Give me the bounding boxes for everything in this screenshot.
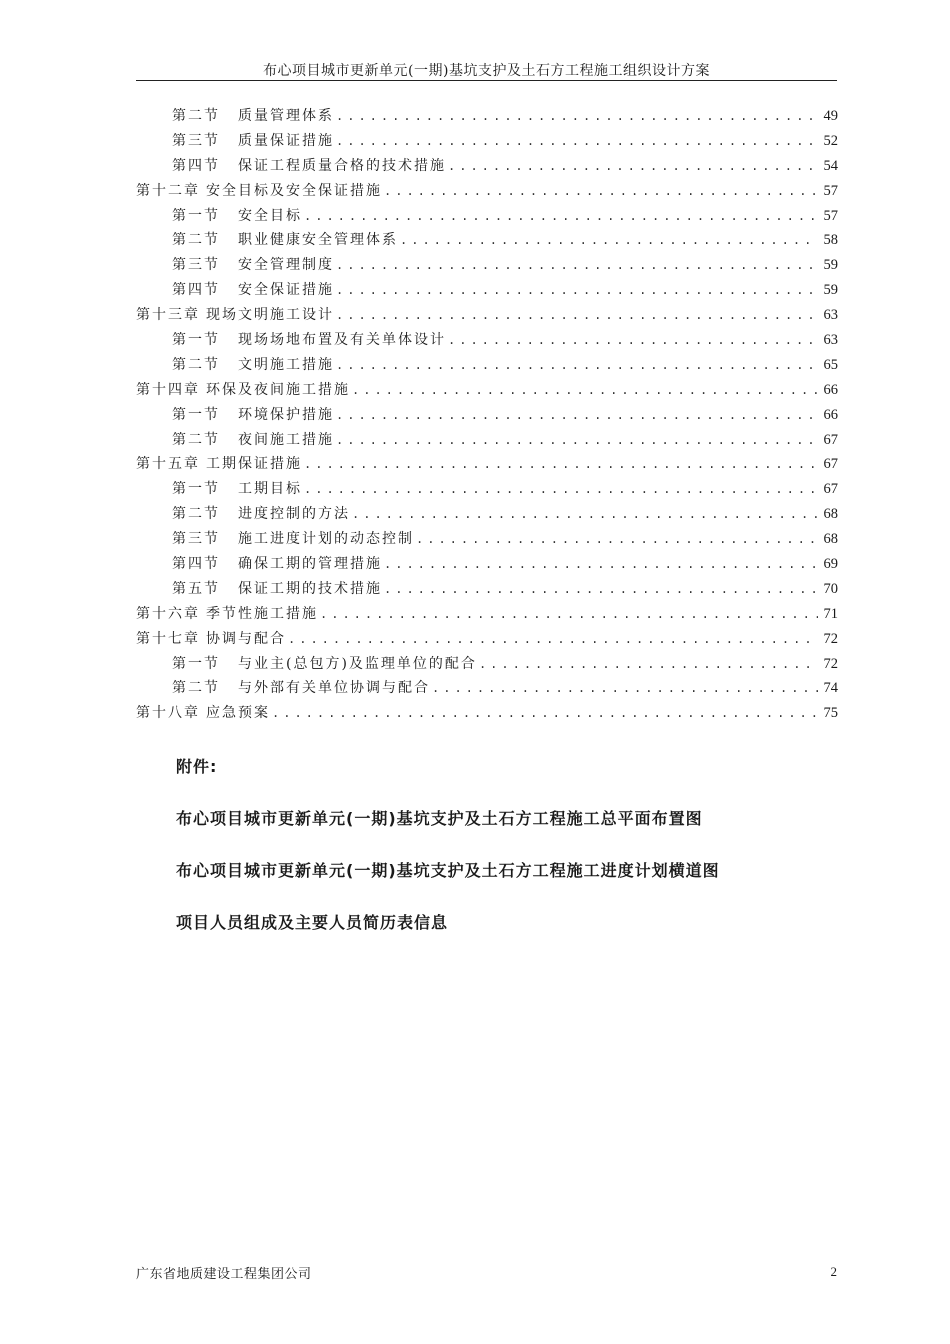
toc-section-entry[interactable] bbox=[136, 528, 838, 553]
toc-section-entry[interactable] bbox=[136, 205, 838, 230]
toc-entry-number: 第四节 bbox=[172, 157, 220, 174]
toc-chapter-entry[interactable] bbox=[136, 180, 838, 205]
toc-entry-title: 保证工程质量合格的技术措施 bbox=[238, 157, 446, 174]
toc-section-entry[interactable] bbox=[136, 653, 838, 678]
toc-section-entry[interactable] bbox=[136, 329, 838, 354]
toc-dot-leader bbox=[416, 532, 818, 546]
toc-entry-number: 第三节 bbox=[172, 531, 220, 548]
toc-entry-title: 安全目标及安全保证措施 bbox=[206, 182, 382, 199]
toc-entry-number: 第一节 bbox=[172, 655, 220, 672]
toc-entry-page: 72 bbox=[823, 655, 838, 672]
toc-entry-number: 第二节 bbox=[172, 680, 220, 697]
toc-dot-leader bbox=[336, 358, 818, 372]
toc-entry-number: 第五节 bbox=[172, 580, 220, 597]
toc-entry-page: 58 bbox=[823, 232, 838, 249]
toc-entry-number: 第十三章 bbox=[136, 307, 200, 324]
toc-entry-page: 67 bbox=[823, 481, 838, 498]
toc-section-entry[interactable] bbox=[136, 130, 838, 155]
toc-entry-page: 68 bbox=[823, 531, 838, 548]
toc-dot-leader bbox=[304, 482, 818, 496]
toc-entry-page: 59 bbox=[823, 257, 838, 274]
toc-entry-title: 安全目标 bbox=[238, 207, 302, 224]
toc-section-entry[interactable] bbox=[136, 155, 838, 180]
toc-dot-leader bbox=[272, 706, 818, 720]
toc-section-entry[interactable] bbox=[136, 578, 838, 603]
toc-section-entry[interactable] bbox=[136, 105, 838, 130]
toc-section-entry[interactable] bbox=[136, 429, 838, 454]
toc-entry-title: 与业主(总包方)及监理单位的配合 bbox=[238, 655, 477, 672]
toc-dot-leader bbox=[336, 408, 818, 422]
annex-section bbox=[176, 754, 836, 962]
toc-section-entry[interactable] bbox=[136, 254, 838, 279]
toc-dot-leader bbox=[320, 607, 818, 621]
toc-dot-leader bbox=[352, 507, 818, 521]
table-of-contents bbox=[136, 105, 838, 727]
toc-entry-page: 75 bbox=[823, 705, 838, 722]
toc-section-entry[interactable] bbox=[136, 404, 838, 429]
toc-entry-title: 工期目标 bbox=[238, 481, 302, 498]
toc-section-entry[interactable] bbox=[136, 677, 838, 702]
toc-entry-title: 与外部有关单位协调与配合 bbox=[238, 680, 430, 697]
toc-entry-title: 现场场地布置及有关单体设计 bbox=[238, 332, 446, 349]
toc-entry-page: 70 bbox=[823, 580, 838, 597]
toc-entry-page: 67 bbox=[823, 431, 838, 448]
toc-entry-title: 安全保证措施 bbox=[238, 282, 334, 299]
toc-entry-page: 66 bbox=[823, 406, 838, 423]
toc-section-entry[interactable] bbox=[136, 503, 838, 528]
toc-entry-page: 63 bbox=[823, 307, 838, 324]
toc-entry-number: 第一节 bbox=[172, 406, 220, 423]
toc-entry-number: 第十七章 bbox=[136, 630, 200, 647]
toc-entry-page: 52 bbox=[823, 132, 838, 149]
toc-entry-number: 第十六章 bbox=[136, 605, 200, 622]
toc-entry-number: 第二节 bbox=[172, 506, 220, 523]
toc-entry-title: 安全管理制度 bbox=[238, 257, 334, 274]
toc-entry-title: 季节性施工措施 bbox=[206, 605, 318, 622]
toc-entry-title: 职业健康安全管理体系 bbox=[238, 232, 398, 249]
toc-entry-number: 第三节 bbox=[172, 257, 220, 274]
toc-entry-title: 施工进度计划的动态控制 bbox=[238, 531, 414, 548]
toc-chapter-entry[interactable] bbox=[136, 379, 838, 404]
toc-section-entry[interactable] bbox=[136, 279, 838, 304]
toc-entry-number: 第二节 bbox=[172, 356, 220, 373]
toc-entry-page: 59 bbox=[823, 282, 838, 299]
annex-heading: 附件: bbox=[176, 757, 218, 776]
toc-entry-number: 第一节 bbox=[172, 332, 220, 349]
toc-dot-leader bbox=[304, 209, 818, 223]
toc-entry-number: 第四节 bbox=[172, 282, 220, 299]
toc-chapter-entry[interactable] bbox=[136, 453, 838, 478]
toc-entry-page: 69 bbox=[823, 556, 838, 573]
toc-entry-title: 环境保护措施 bbox=[238, 406, 334, 423]
toc-entry-number: 第一节 bbox=[172, 207, 220, 224]
toc-entry-number: 第十八章 bbox=[136, 705, 200, 722]
toc-dot-leader bbox=[384, 557, 818, 571]
toc-dot-leader bbox=[384, 582, 818, 596]
toc-entry-title: 质量保证措施 bbox=[238, 132, 334, 149]
toc-section-entry[interactable] bbox=[136, 478, 838, 503]
toc-entry-title: 环保及夜间施工措施 bbox=[206, 381, 350, 398]
toc-entry-page: 66 bbox=[823, 381, 838, 398]
toc-section-entry[interactable] bbox=[136, 553, 838, 578]
toc-entry-page: 49 bbox=[823, 108, 838, 124]
toc-entry-title: 协调与配合 bbox=[206, 630, 286, 647]
toc-dot-leader bbox=[400, 233, 818, 247]
toc-section-entry[interactable] bbox=[136, 354, 838, 379]
toc-dot-leader bbox=[336, 433, 818, 447]
toc-entry-page: 57 bbox=[823, 207, 838, 224]
toc-entry-title: 夜间施工措施 bbox=[238, 431, 334, 448]
toc-chapter-entry[interactable] bbox=[136, 304, 838, 329]
footer-company: 广东省地质建设工程集团公司 bbox=[136, 1267, 312, 1282]
toc-dot-leader bbox=[479, 657, 818, 671]
toc-entry-page: 57 bbox=[823, 182, 838, 199]
toc-chapter-entry[interactable] bbox=[136, 628, 838, 653]
header-divider bbox=[136, 80, 837, 81]
toc-entry-number: 第四节 bbox=[172, 556, 220, 573]
toc-dot-leader bbox=[432, 681, 818, 695]
toc-entry-title: 现场文明施工设计 bbox=[206, 307, 334, 324]
toc-entry-title: 质量管理体系 bbox=[238, 108, 334, 124]
toc-dot-leader bbox=[448, 333, 818, 347]
toc-dot-leader bbox=[384, 184, 818, 198]
annex-item: 项目人员组成及主要人员简历表信息 bbox=[176, 913, 449, 932]
toc-entry-number: 第十五章 bbox=[136, 456, 200, 473]
page-header-title: 布心项目城市更新单元(一期)基坑支护及土石方工程施工组织设计方案 bbox=[263, 63, 710, 79]
annex-item: 布心项目城市更新单元(一期)基坑支护及土石方工程施工进度计划横道图 bbox=[176, 861, 720, 880]
toc-entry-page: 72 bbox=[823, 630, 838, 647]
toc-entry-title: 工期保证措施 bbox=[206, 456, 302, 473]
toc-dot-leader bbox=[448, 159, 818, 173]
toc-chapter-entry[interactable] bbox=[136, 603, 838, 628]
toc-entry-page: 67 bbox=[823, 456, 838, 473]
toc-entry-page: 65 bbox=[823, 356, 838, 373]
toc-entry-number: 第十四章 bbox=[136, 381, 200, 398]
toc-entry-number: 第十二章 bbox=[136, 182, 200, 199]
toc-entry-number: 第一节 bbox=[172, 481, 220, 498]
toc-dot-leader bbox=[304, 457, 818, 471]
toc-dot-leader bbox=[336, 283, 818, 297]
toc-section-entry[interactable] bbox=[136, 229, 838, 254]
toc-entry-number: 第二节 bbox=[172, 431, 220, 448]
toc-entry-page: 71 bbox=[823, 605, 838, 622]
toc-dot-leader bbox=[336, 109, 818, 123]
toc-dot-leader bbox=[288, 632, 818, 646]
toc-entry-page: 63 bbox=[823, 332, 838, 349]
toc-entry-page: 54 bbox=[823, 157, 838, 174]
annex-item: 布心项目城市更新单元(一期)基坑支护及土石方工程施工总平面布置图 bbox=[176, 809, 703, 828]
toc-entry-title: 进度控制的方法 bbox=[238, 506, 350, 523]
toc-dot-leader bbox=[336, 308, 818, 322]
toc-entry-title: 确保工期的管理措施 bbox=[238, 556, 382, 573]
toc-dot-leader bbox=[352, 383, 818, 397]
toc-entry-title: 文明施工措施 bbox=[238, 356, 334, 373]
toc-dot-leader bbox=[336, 258, 818, 272]
footer-page-number: 2 bbox=[830, 1264, 837, 1279]
toc-entry-title: 保证工期的技术措施 bbox=[238, 580, 382, 597]
toc-entry-page: 68 bbox=[823, 506, 838, 523]
toc-dot-leader bbox=[336, 134, 818, 148]
toc-entry-page: 74 bbox=[823, 680, 838, 697]
toc-entry-number: 第三节 bbox=[172, 132, 220, 149]
toc-chapter-entry[interactable] bbox=[136, 702, 838, 727]
toc-entry-number: 第二节 bbox=[172, 232, 220, 249]
toc-entry-title: 应急预案 bbox=[206, 705, 270, 722]
toc-entry-number: 第二节 bbox=[172, 108, 220, 124]
